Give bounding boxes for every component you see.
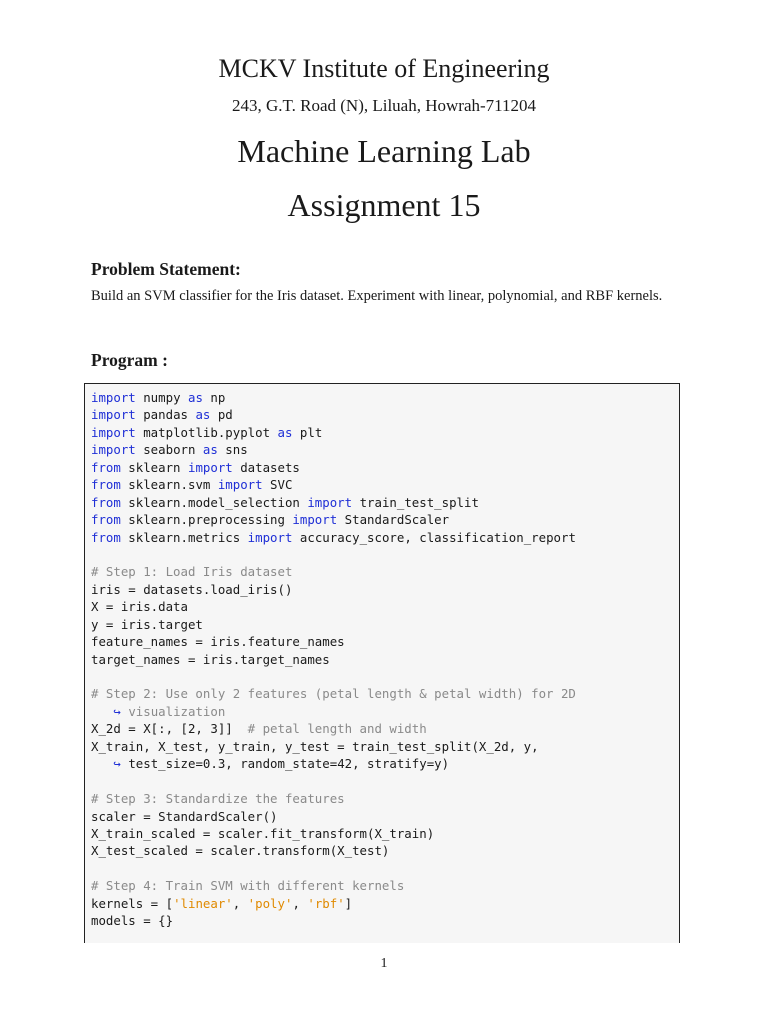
code-token: from [91, 529, 121, 545]
code-token: iris = datasets.load_iris() [91, 581, 293, 597]
code-line [91, 668, 576, 685]
code-line [91, 633, 576, 650]
code-token: # Step 2: Use only 2 features (petal length & petal width) for 2D [91, 686, 576, 702]
code-token: SVC [262, 477, 293, 493]
code-token: import [187, 459, 233, 475]
code-line [91, 581, 576, 598]
code-token: 'linear' [173, 895, 233, 911]
code-token: # Step 3: Standardize the features [91, 791, 345, 807]
code-token: # Step 1: Load Iris dataset [91, 564, 293, 580]
code-line [91, 406, 576, 423]
code-token: , [232, 895, 248, 911]
code-line [91, 877, 576, 894]
institute-name: MCKV Institute of Engineering [218, 54, 550, 83]
code-token: from [91, 512, 121, 528]
code-token: from [91, 459, 121, 475]
code-token: y = iris.target [91, 616, 203, 632]
code-token: # petal length and width [247, 721, 427, 737]
code-line [91, 459, 576, 476]
code-line [91, 598, 576, 615]
code-line [91, 738, 576, 755]
code-line [91, 476, 576, 493]
code-token: visualization [120, 703, 226, 719]
course-title: Machine Learning Lab [237, 133, 531, 169]
code-token: datasets [232, 459, 300, 475]
code-line [91, 494, 576, 511]
code-token: sns [217, 442, 248, 458]
code-token: , [292, 895, 308, 911]
problem-statement-text: Build an SVM classifier for the Iris dataset. Experiment with linear, polynomial, and RBF kernels. [91, 288, 663, 304]
code-line [91, 441, 576, 458]
code-line [91, 616, 576, 633]
code-token: X_2d = X[:, [2, 3]] [91, 721, 248, 737]
code-token [91, 756, 113, 771]
code-token: models = {} [91, 913, 174, 929]
code-listing-box [84, 383, 680, 943]
line-wrap-arrow-icon: ↪ [113, 756, 121, 772]
code-line [91, 389, 576, 406]
code-token: numpy [135, 390, 188, 405]
code-listing [91, 389, 576, 930]
code-line [91, 842, 576, 859]
code-line [91, 720, 576, 737]
code-token [91, 704, 113, 719]
code-token: np [202, 390, 226, 405]
code-line [91, 790, 576, 807]
institute-address: 243, G.T. Road (N), Liluah, Howrah-711204 [231, 96, 537, 115]
code-token: test_size=0.3, random_state=42, stratify=y) [120, 756, 450, 772]
code-token: import [307, 494, 353, 510]
code-token: feature_names = iris.feature_names [91, 634, 345, 650]
code-line [91, 808, 576, 825]
code-token: plt [292, 424, 323, 440]
code-token: 'rbf' [307, 895, 345, 911]
code-line [91, 773, 576, 790]
code-token: from [91, 477, 121, 493]
code-token: import [217, 477, 263, 493]
code-token: sklearn.model_selection [120, 494, 308, 510]
assignment-title: Assignment 15 [287, 187, 481, 223]
code-token: as [202, 442, 218, 458]
code-line [91, 895, 576, 912]
page-number: 1 [380, 956, 388, 971]
code-token: target_names = iris.target_names [91, 651, 330, 667]
code-line [91, 651, 576, 668]
code-line [91, 546, 576, 563]
code-token: ] [344, 895, 353, 911]
code-line [91, 511, 576, 528]
code-token: as [187, 390, 203, 405]
program-heading: Program : [91, 350, 168, 370]
code-token: kernels = [ [91, 895, 174, 911]
code-token: as [277, 424, 293, 440]
code-token: scaler = StandardScaler() [91, 808, 278, 824]
code-line [91, 755, 576, 772]
code-token: # Step 4: Train SVM with different kernels [91, 878, 405, 894]
code-token: import [91, 424, 136, 440]
code-token: seaborn [135, 442, 203, 458]
code-token: sklearn.metrics [120, 529, 248, 545]
code-line [91, 563, 576, 580]
code-token: import [91, 442, 136, 458]
code-token: import [292, 512, 338, 528]
code-token: sklearn [120, 459, 188, 475]
code-line [91, 860, 576, 877]
code-token: matplotlib.pyplot [135, 424, 278, 440]
code-token: X = iris.data [91, 599, 188, 615]
line-wrap-arrow-icon: ↪ [113, 703, 121, 719]
code-line [91, 825, 576, 842]
code-token: accuracy_score, classification_report [292, 529, 576, 545]
code-line [91, 703, 576, 720]
code-token: X_train, X_test, y_train, y_test = train_test_split(X_2d, y, [91, 738, 539, 754]
code-line [91, 912, 576, 929]
code-token: pandas [135, 407, 196, 423]
code-token: as [195, 407, 211, 423]
code-token: import [91, 407, 136, 423]
code-token: pd [210, 407, 233, 423]
code-token: 'poly' [247, 895, 293, 911]
code-token: X_test_scaled = scaler.transform(X_test) [91, 843, 390, 859]
code-token: sklearn.svm [120, 477, 218, 493]
code-token: X_train_scaled = scaler.fit_transform(X_train) [91, 825, 435, 841]
problem-statement-heading: Problem Statement: [91, 259, 241, 279]
code-line [91, 685, 576, 702]
code-token: sklearn.preprocessing [120, 512, 293, 528]
code-line [91, 424, 576, 441]
code-token: from [91, 494, 121, 510]
code-token: train_test_split [352, 494, 479, 510]
code-line [91, 529, 576, 546]
code-token: import [247, 529, 293, 545]
code-token: import [91, 390, 136, 405]
code-token: StandardScaler [337, 512, 450, 528]
